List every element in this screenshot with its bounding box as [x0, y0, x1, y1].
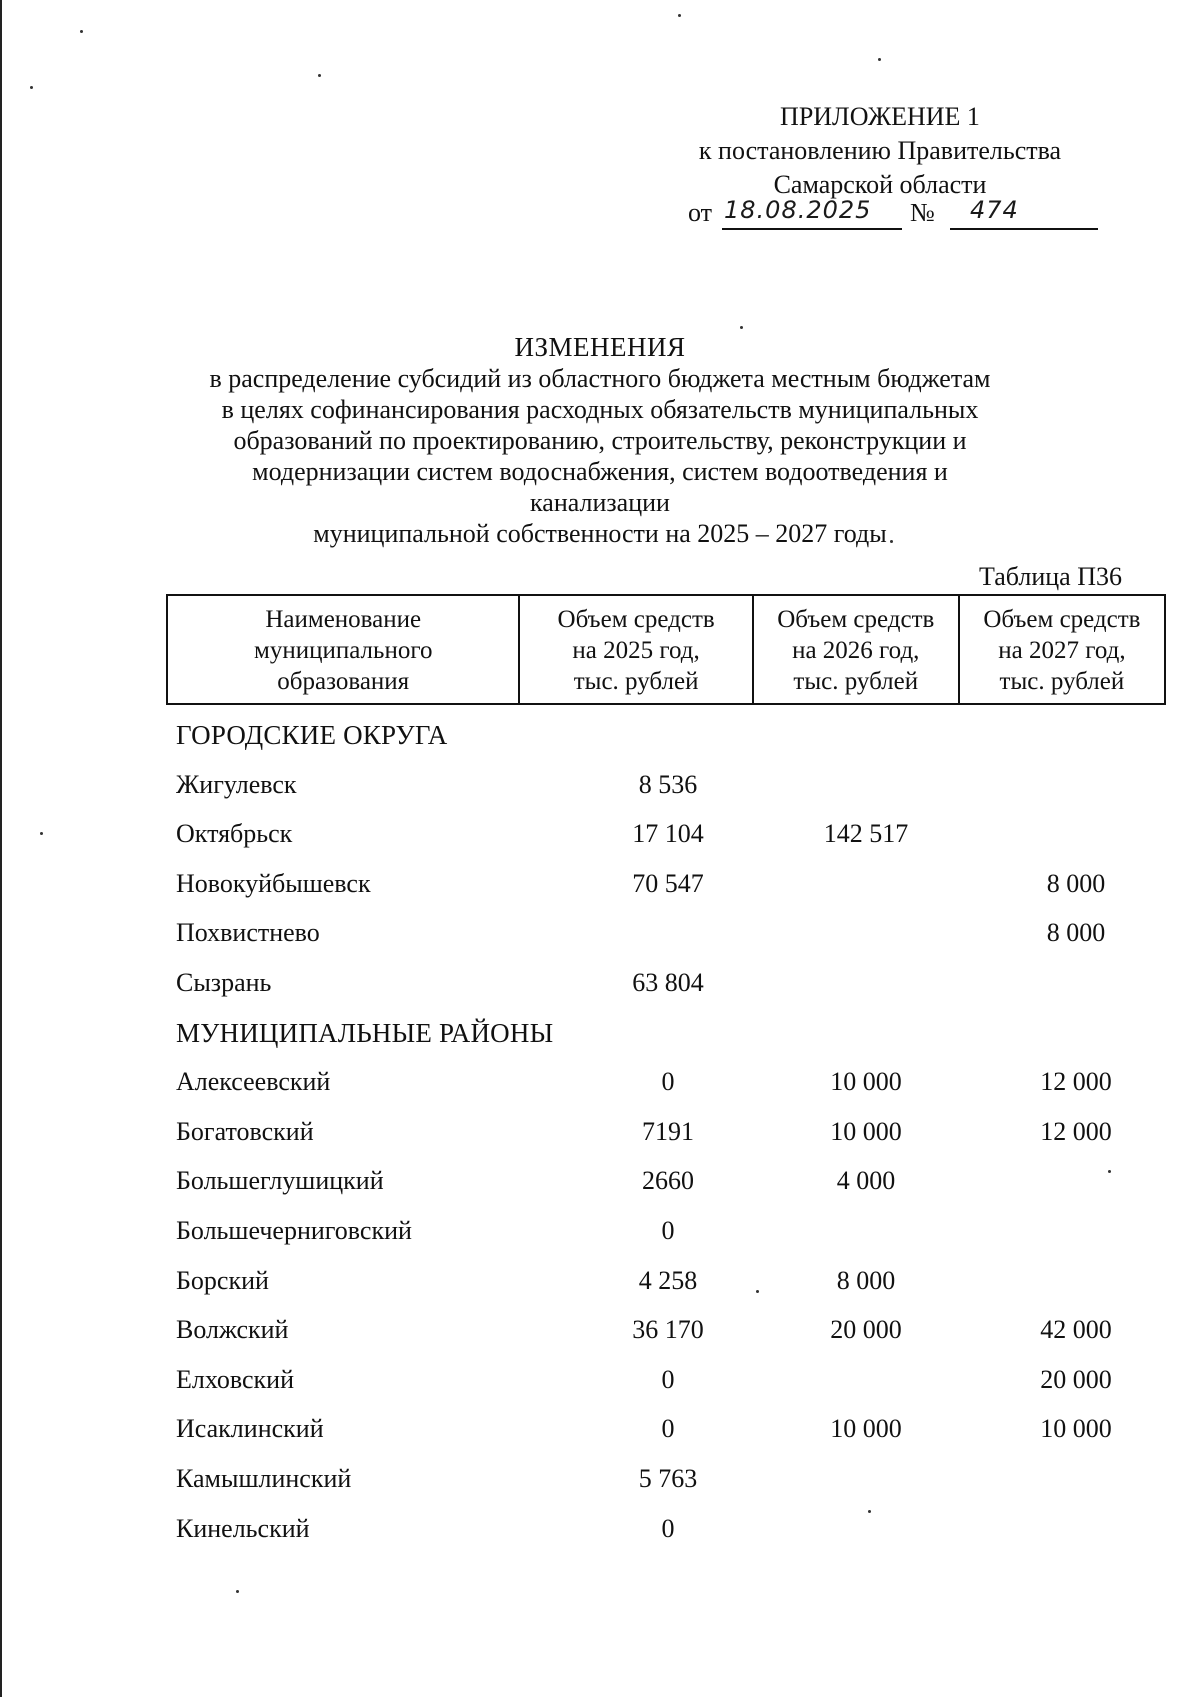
value-2025: 0 — [661, 1215, 675, 1245]
scan-speck — [80, 30, 83, 33]
table-row — [176, 1510, 1166, 1560]
appendix-block — [620, 100, 1140, 202]
scan-speck — [30, 86, 33, 89]
municipality-name: МУНИЦИПАЛЬНЫЕ РАЙОНЫ — [176, 1017, 554, 1048]
value-2025: 0 — [661, 1364, 675, 1394]
table-row — [176, 1212, 1166, 1262]
value-2026: 142 517 — [823, 819, 909, 849]
value-2025: 17 104 — [632, 819, 704, 849]
scan-speck — [878, 58, 881, 61]
municipality-name: Большеглушицкий — [176, 1166, 384, 1196]
value-2027: 12 000 — [1040, 1116, 1112, 1146]
municipality-name: Волжский — [176, 1315, 289, 1345]
header-text: на 2027 год, — [998, 637, 1126, 664]
table-row — [176, 1361, 1166, 1411]
municipality-name: Большечерниговский — [176, 1215, 412, 1245]
date-underline — [722, 228, 902, 230]
header-text: тыс. рублей — [793, 668, 919, 695]
value-2027: 12 000 — [1040, 1067, 1112, 1097]
municipality-name: Елховский — [176, 1364, 294, 1394]
scan-speck — [678, 14, 681, 17]
value-2025: 4 258 — [638, 1265, 698, 1295]
header-row — [167, 595, 1165, 704]
header-text: тыс. рублей — [573, 668, 699, 695]
heading-title: ИЗМЕНЕНИЯ — [514, 332, 686, 362]
section-header-row — [176, 716, 1166, 766]
heading-line: образований по проектированию, строительству, реконструкции и — [233, 426, 967, 455]
subsidy-table-body — [176, 716, 1166, 1559]
table-row — [176, 1113, 1166, 1163]
header-text: образования — [277, 668, 410, 695]
table-row — [176, 1063, 1166, 1113]
municipality-name: Жигулевск — [176, 769, 297, 799]
number-prefix: № — [910, 198, 935, 227]
header-municipality — [167, 595, 519, 704]
value-2027: 20 000 — [1040, 1364, 1112, 1394]
table-row — [176, 964, 1166, 1014]
section-header-row — [176, 1014, 1166, 1064]
decree-number-handwritten: 474 — [970, 196, 1019, 224]
value-2026: 4 000 — [836, 1166, 896, 1196]
table-row — [176, 1460, 1166, 1510]
header-text: на 2025 год, — [572, 637, 700, 664]
municipality-name: Сызрань — [176, 967, 272, 997]
scan-speck — [318, 74, 321, 77]
appendix-line-decree: к постановлению Правительства — [698, 136, 1062, 165]
header-text: Объем средств — [557, 606, 715, 633]
table-row — [176, 766, 1166, 816]
value-2026: 8 000 — [836, 1265, 896, 1295]
heading-line: модернизации систем водоснабжения, систем водоотведения и канализации — [252, 457, 948, 517]
municipality-name: Кинельский — [176, 1513, 310, 1543]
header-text: Объем средств — [777, 606, 935, 633]
header-text: на 2026 год, — [792, 637, 920, 664]
scan-speck — [740, 326, 743, 329]
municipality-name: Камышлинский — [176, 1463, 352, 1493]
header-2025 — [519, 595, 752, 704]
value-2025: 2660 — [642, 1166, 694, 1196]
table-row — [176, 1311, 1166, 1361]
table-row — [176, 1410, 1166, 1460]
header-2026 — [753, 595, 959, 704]
value-2025: 0 — [661, 1067, 675, 1097]
table-row — [176, 865, 1166, 915]
document-heading — [180, 332, 1020, 549]
value-2025: 63 804 — [632, 967, 704, 997]
scan-speck — [236, 1590, 239, 1593]
table-row — [176, 914, 1166, 964]
page-left-edge — [0, 0, 2, 1697]
municipality-name: Борский — [176, 1265, 269, 1295]
decree-date-handwritten: 18.08.2025 — [724, 196, 872, 224]
value-2027: 10 000 — [1040, 1414, 1112, 1444]
value-2025: 70 547 — [632, 868, 704, 898]
municipality-name: Алексеевский — [176, 1067, 331, 1097]
value-2027: 42 000 — [1040, 1315, 1112, 1345]
value-2027: 8 000 — [1046, 918, 1106, 948]
municipality-name: Октябрьск — [176, 819, 293, 849]
value-2025: 5 763 — [638, 1463, 698, 1493]
decree-date-number — [688, 198, 1098, 232]
header-text: Объем средств — [983, 606, 1141, 633]
number-underline — [950, 228, 1098, 230]
value-2026: 10 000 — [830, 1067, 902, 1097]
table-label: Таблица П36 — [979, 562, 1122, 591]
appendix-title: ПРИЛОЖЕНИЕ 1 — [780, 102, 980, 131]
table-row — [176, 815, 1166, 865]
value-2026: 20 000 — [830, 1315, 902, 1345]
heading-line: в распределение субсидий из областного бюджета местным бюджетам — [209, 364, 991, 393]
subsidy-table-header — [166, 594, 1166, 705]
header-2027 — [959, 595, 1165, 704]
from-prefix: от — [688, 198, 713, 227]
municipality-name: Богатовский — [176, 1116, 314, 1146]
value-2025: 36 170 — [632, 1315, 704, 1345]
appendix-line-region: Самарской области — [773, 170, 987, 199]
value-2025: 8 536 — [638, 769, 698, 799]
heading-line: муниципальной собственности на 2025 – 2027 годы — [313, 519, 887, 548]
value-2027: 8 000 — [1046, 868, 1106, 898]
value-2025: 7191 — [642, 1116, 694, 1146]
header-text: муниципального — [254, 637, 433, 664]
heading-line: в целях софинансирования расходных обязательств муниципальных — [221, 395, 979, 424]
value-2025: 0 — [661, 1513, 675, 1543]
table-row — [176, 1162, 1166, 1212]
municipality-name: Похвистнево — [176, 918, 320, 948]
scan-speck — [40, 832, 43, 835]
municipality-name: ГОРОДСКИЕ ОКРУГА — [176, 720, 448, 750]
municipality-name: Исаклинский — [176, 1414, 324, 1444]
header-text: Наименование — [265, 606, 422, 633]
table-row — [176, 1262, 1166, 1312]
value-2026: 10 000 — [830, 1414, 902, 1444]
municipality-name: Новокуйбышевск — [176, 868, 371, 898]
value-2025: 0 — [661, 1414, 675, 1444]
value-2026: 10 000 — [830, 1116, 902, 1146]
header-text: тыс. рублей — [999, 668, 1125, 695]
